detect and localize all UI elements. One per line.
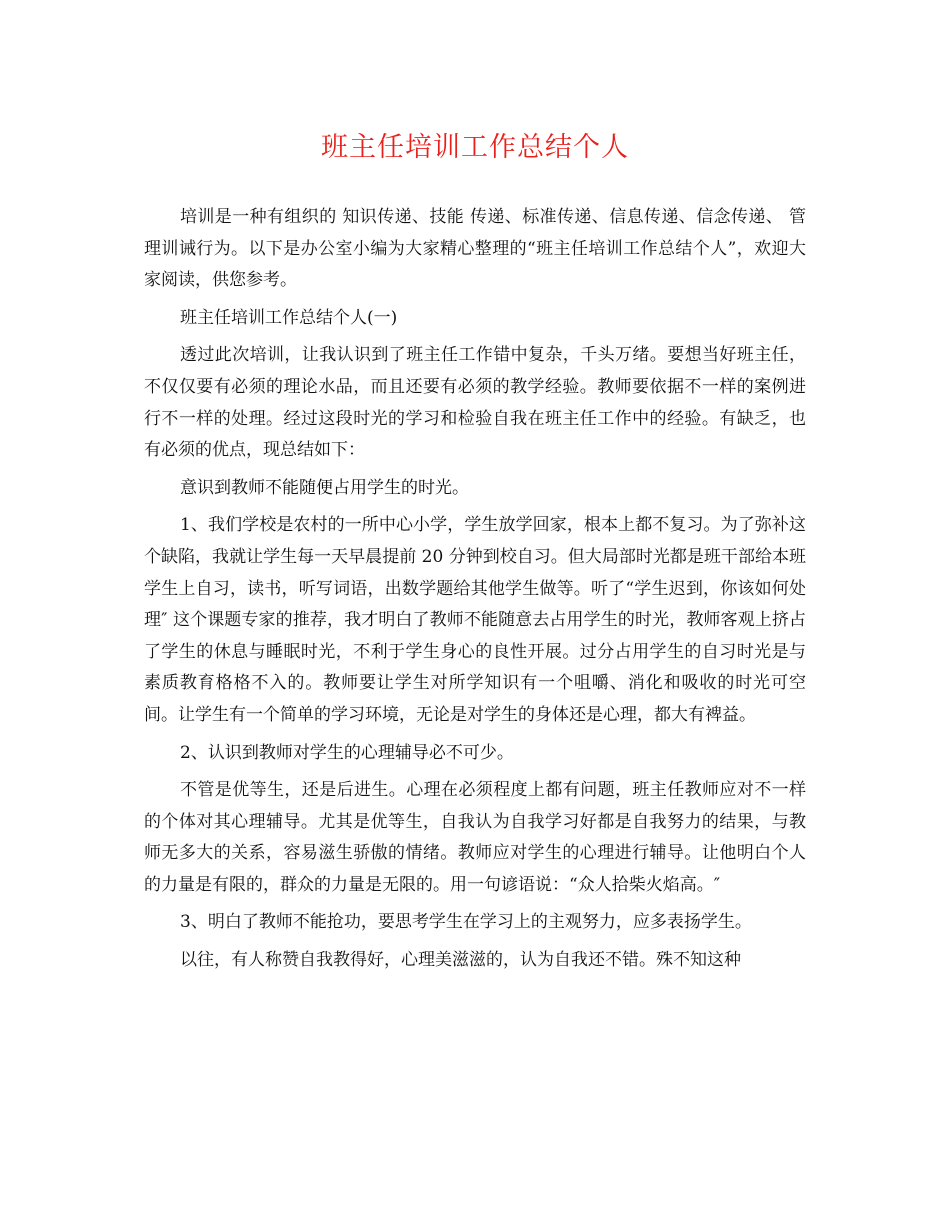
paragraph: 2、认识到教师对学生的心理辅导必不可少。	[180, 742, 514, 763]
document-title: 班主任培训工作总结个人	[321, 132, 629, 163]
paragraph: 透过此次培训，让我认识到了班主任工作错中复杂，千头万绪。要想当好班主任，不仅仅要有必须的理论水品，而且还要有必须的教学经验。教师要依据不一样的案例进行不一样的处理。经过这段时光的学习和检验自我在班主任工作中的经验。有缺乏，也有必须的优点，现总结如下：	[144, 345, 806, 461]
paragraph: 1、我们学校是农村的一所中心小学，学生放学回家，根本上都不复习。为了弥补这个缺陷，我就让学生每一天早晨提前 20 分钟到校自习。但大局部时光都是班干部给本班学生上自习，读书，听写词语，出数学题给其他学生做等。听了“学生迟到，你该如何处理″ 这个课题专家的推荐，我才明白了教师不能随意去占用学生的时光，教师客观上挤占了学生的休息与睡眠时光，不利于学生身心的良性开展。过分占用学生的自习时光是与素质教育格格不入的。教师要让学生对所学知识有一个咀嚼、消化和吸收的时光可空间。让学生有一个简单的学习环境，无论是对学生的身体还是心理，都大有裨益。	[144, 515, 806, 725]
paragraph: 培训是一种有组织的 知识传递、技能 传递、标准传递、信息传递、信念传递、 管理训诫行为。以下是办公室小编为大家精心整理的“班主任培训工作总结个人”，欢迎大家阅读，供您参考。	[144, 207, 806, 291]
document-body	[144, 202, 806, 983]
paragraph: 以往，有人称赞自我教得好，心理美滋滋的，认为自我还不错。殊不知这种	[180, 950, 741, 971]
paragraph: 不管是优等生，还是后进生。心理在必须程度上都有问题，班主任教师应对不一样的个体对其心理辅导。尤其是优等生，自我认为自我学习好都是自我努力的结果，与教师无多大的关系，容易滋生骄傲的情绪。教师应对学生的心理进行辅导。让他明白个人的力量是有限的，群众的力量是无限的。用一句谚语说：“众人拾柴火焰高。″	[144, 780, 806, 895]
section-heading: 班主任培训工作总结个人(一)	[180, 307, 398, 328]
paragraph: 3、明白了教师不能抢功，要思考学生在学习上的主观努力，应多表扬学生。	[180, 912, 752, 933]
paragraph: 意识到教师不能随便占用学生的时光。	[180, 477, 469, 498]
